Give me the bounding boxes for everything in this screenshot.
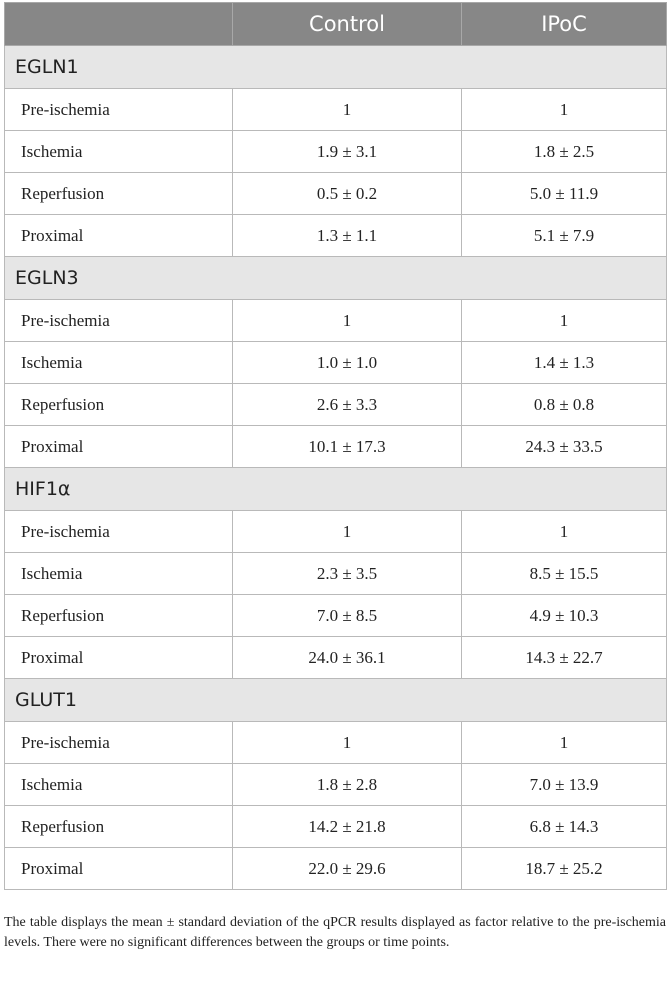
control-value: 7.0 ± 8.5 <box>233 595 462 637</box>
ipoc-value: 5.0 ± 11.9 <box>462 173 667 215</box>
row-label: Reperfusion <box>5 806 233 848</box>
header-control: Control <box>233 3 462 46</box>
row-label: Pre-ischemia <box>5 722 233 764</box>
ipoc-value: 4.9 ± 10.3 <box>462 595 667 637</box>
row-label: Reperfusion <box>5 595 233 637</box>
control-value: 10.1 ± 17.3 <box>233 426 462 468</box>
header-ipoc: IPoC <box>462 3 667 46</box>
ipoc-value: 14.3 ± 22.7 <box>462 637 667 679</box>
ipoc-value: 18.7 ± 25.2 <box>462 848 667 890</box>
table-row <box>5 511 667 553</box>
control-value: 1.9 ± 3.1 <box>233 131 462 173</box>
header-row <box>5 3 667 46</box>
control-value: 1.3 ± 1.1 <box>233 215 462 257</box>
table-row <box>5 173 667 215</box>
row-label: Ischemia <box>5 342 233 384</box>
row-label: Reperfusion <box>5 384 233 426</box>
table-caption: The table displays the mean ± standard deviation of the qPCR results displayed as factor relative to the pre-ischemia levels. There were no significant differences between the groups or time points. <box>4 915 666 950</box>
group-label: EGLN3 <box>5 257 667 300</box>
row-label: Pre-ischemia <box>5 89 233 131</box>
control-value: 24.0 ± 36.1 <box>233 637 462 679</box>
ipoc-value: 1 <box>462 722 667 764</box>
table-row <box>5 637 667 679</box>
ipoc-value: 0.8 ± 0.8 <box>462 384 667 426</box>
control-value: 14.2 ± 21.8 <box>233 806 462 848</box>
table-row <box>5 215 667 257</box>
table-row <box>5 89 667 131</box>
row-label: Proximal <box>5 637 233 679</box>
table-row <box>5 806 667 848</box>
ipoc-value: 24.3 ± 33.5 <box>462 426 667 468</box>
row-label: Pre-ischemia <box>5 300 233 342</box>
control-value: 1 <box>233 300 462 342</box>
control-value: 1 <box>233 511 462 553</box>
table-row <box>5 848 667 890</box>
results-table <box>4 2 667 890</box>
ipoc-value: 1.4 ± 1.3 <box>462 342 667 384</box>
row-label: Proximal <box>5 215 233 257</box>
control-value: 22.0 ± 29.6 <box>233 848 462 890</box>
group-row <box>5 46 667 89</box>
header-empty-cell <box>5 3 233 46</box>
table-row <box>5 342 667 384</box>
group-row <box>5 468 667 511</box>
row-label: Proximal <box>5 848 233 890</box>
control-value: 2.3 ± 3.5 <box>233 553 462 595</box>
row-label: Pre-ischemia <box>5 511 233 553</box>
table-row <box>5 426 667 468</box>
control-value: 1 <box>233 89 462 131</box>
table-row <box>5 384 667 426</box>
table-row <box>5 300 667 342</box>
table-row <box>5 553 667 595</box>
ipoc-value: 6.8 ± 14.3 <box>462 806 667 848</box>
table-body <box>5 46 667 890</box>
table-row <box>5 131 667 173</box>
group-label: HIF1α <box>5 468 667 511</box>
row-label: Ischemia <box>5 764 233 806</box>
control-value: 2.6 ± 3.3 <box>233 384 462 426</box>
row-label: Ischemia <box>5 131 233 173</box>
group-row <box>5 257 667 300</box>
ipoc-value: 1 <box>462 511 667 553</box>
row-label: Reperfusion <box>5 173 233 215</box>
group-label: EGLN1 <box>5 46 667 89</box>
ipoc-value: 8.5 ± 15.5 <box>462 553 667 595</box>
ipoc-value: 1 <box>462 300 667 342</box>
row-label: Ischemia <box>5 553 233 595</box>
control-value: 1.8 ± 2.8 <box>233 764 462 806</box>
ipoc-value: 1 <box>462 89 667 131</box>
ipoc-value: 1.8 ± 2.5 <box>462 131 667 173</box>
control-value: 1.0 ± 1.0 <box>233 342 462 384</box>
control-value: 0.5 ± 0.2 <box>233 173 462 215</box>
group-label: GLUT1 <box>5 679 667 722</box>
row-label: Proximal <box>5 426 233 468</box>
table-row <box>5 722 667 764</box>
table-row <box>5 764 667 806</box>
table-container <box>4 2 666 890</box>
table-row <box>5 595 667 637</box>
ipoc-value: 7.0 ± 13.9 <box>462 764 667 806</box>
ipoc-value: 5.1 ± 7.9 <box>462 215 667 257</box>
control-value: 1 <box>233 722 462 764</box>
group-row <box>5 679 667 722</box>
